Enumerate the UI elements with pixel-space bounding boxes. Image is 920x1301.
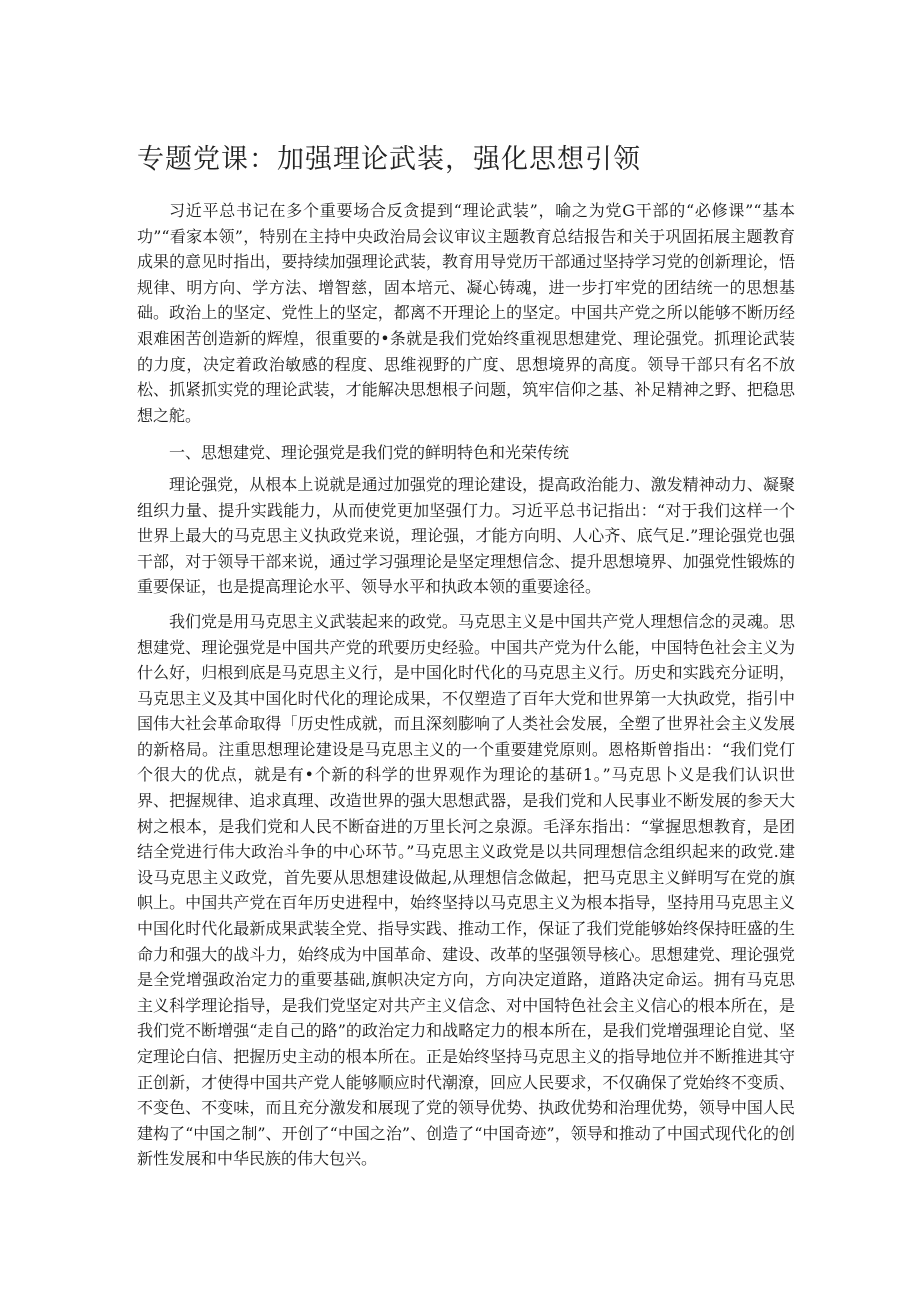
- paragraph-marxism: 我们党是用马克思主义武装起来的政党。马克思主义是中国共产党人理想信念的灵魂。思想建党、理论强党是中国共产党的玳要历史经验。中国共产党为什么能，中国特色社会主义为什么好，归根到底是马克思主义行，是中国化时代化的马克思主义行。历史和实践充分证明，马克思主义及其中国化时代化的理论成果，不仅塑造了百年大党和世界第一大执政党，指引中国伟大社会革命取得「历史性成就，而且深刻膨响了人类社会发展，全塑了世界社会主义发展的新格局。注重思想理论建设是马克思主义的一个重要建党原则。恩格斯曾指出：“我们党仃个很大的优点，就是有•个新的科学的世界观作为理论的基研1。”马克思卜义是我们认识世界、把握规律、追求真理、改造世界的强大思想武器，是我们党和人民事业不断发展的参天大树之根本，是我们党和人民不断奋进的万里长河之泉源。毛泽东指出：“掌握思想教育，是团结全党进行伟大政治斗争的中心环节。”马克思主义政党是以共同理想信念组织起来的政党.建设马克思主义政党，首先要从思想建设做起,从理想信念做起，把马克思主义鲜明写在党的旗帜上。中国共产党在百年历史进程中，始终坚持以马克思主义为根本指导，坚持用马克思主义中国化时代化最新成果武装全党、指导实践、推动工作，保证了我们党能够始终保持旺盛的生命力和强大的战斗力，始终成为中国革命、建设、改革的坚强领导核心。思想建党、理论强党是全党增强政治定力的重要基础,旗帜决定方向，方向决定道路，道路决定命运。拥有马克思主义科学理论指导，是我们党坚定对共产主义信念、对中国特色社会主义信心的根本所在，是我们党不断增强“走自己的路”的政治定力和战略定力的根本所在，是我们党增强理论自觉、坚定理论白信、把握历史主动的根本所在。正是始终坚持马克思主义的指导地位并不断推进其守正创新，才使得中国共产党人能够顺应时代潮潦，回应人民要求，不仅确保了党始终不变质、不变色、不变味，而且充分激发和展现了党的领导优势、执政优势和治理优势，领导中国人民建构了“中国之制”、开创了“中国之治”、创造了“中国奇迹”，领导和推动了中国式现代化的创新性发展和中华民族的伟大包兴。: [137, 611, 795, 1169]
- paragraph-theory: 理论强党，从根本上说就是通过加强党的理论建设，提高政治能力、激发精神动力、凝聚组织力量、提升实践能力，从而使党更加坚强仃力。习近平总书记指出：“对于我们这样一个世界上最大的马克思主义执政党来说，理论强，才能方向明、人心齐、底气足.”理论强党也强干部，对于领导干部来说，通过学习强理论是坚定理想信念、提升思想境界、加强党性锻炼的重要保证，也是提高理论水平、领导水平和执政本领的重要途径。: [137, 474, 795, 597]
- document-body: [137, 198, 795, 1172]
- section-heading-1: 一、思想建党、理论强党是我们党的鲜明特色和光荣传统: [169, 443, 570, 463]
- document-title: 专题党课：加强理论武装，强化思想引领: [137, 144, 641, 175]
- paragraph-intro: 习近平总书记在多个重要场合反贪提到“理论武装”，喻之为党G干部的“必修课”“基本功”“看家本领”，特别在主持中央政治局会议审议主题教育总结报告和关于巩固拓展主题教育成果的意见时指出，要持续加强理论武装，教育用导党历干部通过坚持学习党的创新理论，悟规律、明方向、学方法、增智慈，固本培元、凝心铸魂，进一步打牢党的团结统一的思想基础。政治上的坚定、党性上的坚定，都离不开理论上的坚定。中国共产党之所以能够不断历经艰难困苦创造新的辉煌，很重要的•条就是我们党始终重视思想建党、理论强党。抓理论武装的力度，决定着政治敏感的程度、思维视野的广度、思想境界的高度。领导干部只有名不放松、抓紧抓实党的理论武装，才能解决思想根子问题，筑牢信仰之基、补足精神之野、把稳思想之舵。: [137, 201, 795, 425]
